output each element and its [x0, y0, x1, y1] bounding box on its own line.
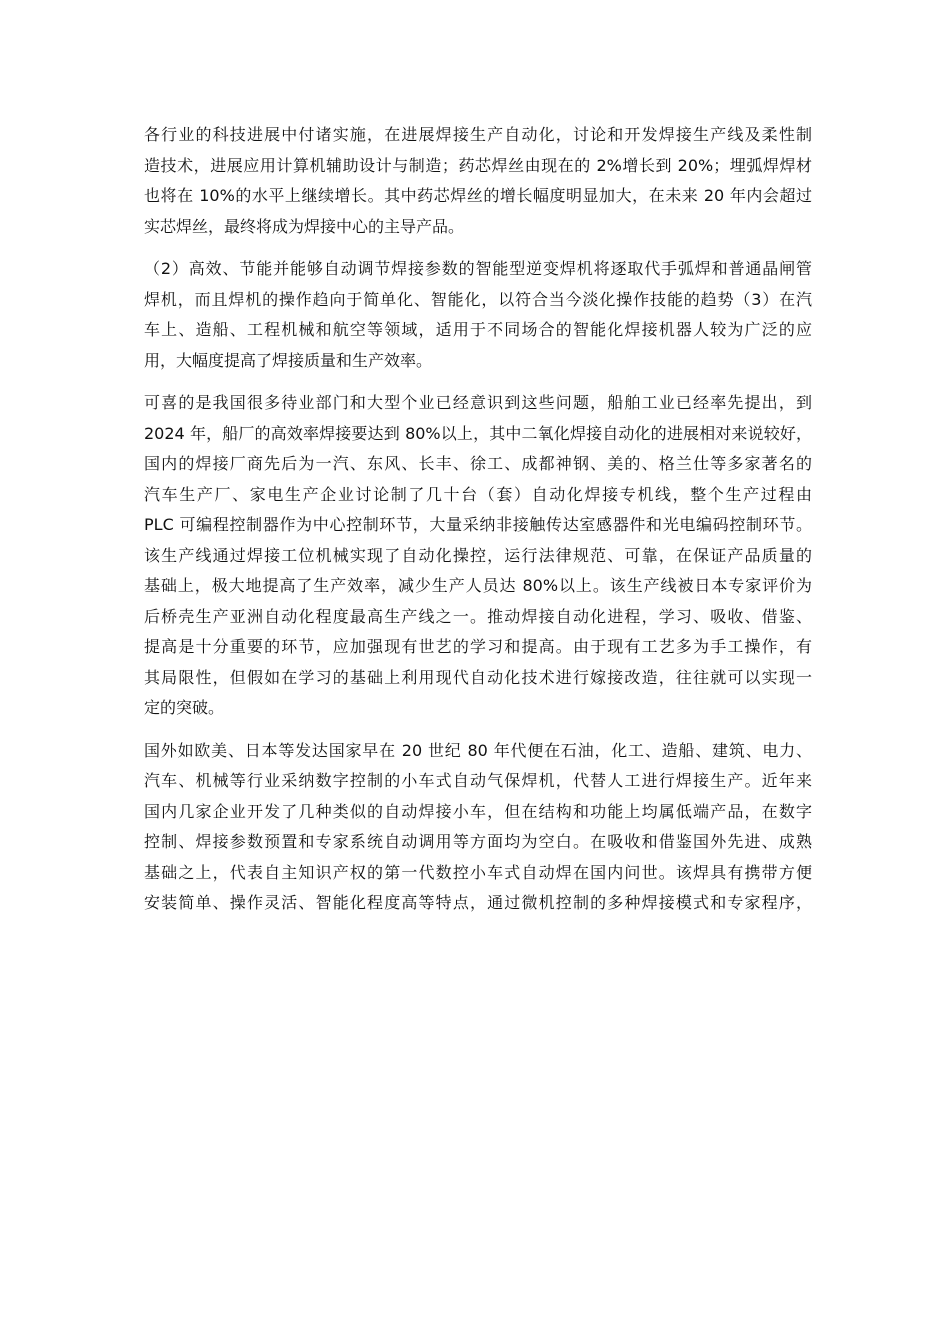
text-line: 控制、焊接参数预置和专家系统自动调用等方面均为空白。在吸收和借鉴国外先进、成熟	[144, 832, 812, 851]
text-line: 实芯焊丝，最终将成为焊接中心的主导产品。	[144, 216, 465, 236]
text-line: 提高是十分重要的环节，应加强现有世艺的学习和提高。由于现有工艺多为手工操作，有	[144, 637, 812, 656]
document-body	[144, 120, 812, 931]
text-line: 可喜的是我国很多待业部门和大型个业已经意识到这些问题，船舶工业已经率先提出，到	[144, 393, 812, 412]
text-line: 汽车、机械等行业采纳数字控制的小车式自动气保焊机，代替人工进行焊接生产。近年来	[144, 771, 812, 790]
text-line: 基础之上，代表自主知识产权的第一代数控小车式自动焊在国内问世。该焊具有携带方便	[144, 862, 812, 882]
text-line: 焊机，而且焊机的操作趋向于简单化、智能化，以符合当今淡化操作技能的趋势（3）在汽	[144, 289, 812, 309]
text-line: 国内的焊接厂商先后为一汽、东风、长丰、徐工、成都神钢、美的、格兰仕等多家著名的	[144, 454, 812, 473]
text-line: 也将在 10%的水平上继续增长。其中药芯焊丝的增长幅度明显加大，在未来 20 年内会超过	[144, 186, 812, 205]
paragraph-1	[144, 120, 812, 242]
text-line: 安装简单、操作灵活、智能化程度高等特点，通过微机控制的多种焊接模式和专家程序，	[144, 893, 812, 912]
text-line: 该生产线通过焊接工位机械实现了自动化操控，运行法律规范、可靠，在保证产品质量的	[144, 545, 812, 565]
text-line: 国外如欧美、日本等发达国家早在 20 世纪 80 年代便在石油，化工、造船、建筑、电力、	[144, 740, 812, 760]
paragraph-4	[144, 736, 812, 919]
text-line: PLC 可编程控制器作为中心控制环节，大量采纳非接触传达室感器件和光电编码控制环节。	[144, 515, 812, 534]
text-line: 后桥壳生产亚洲自动化程度最高生产线之一。推动焊接自动化进程，学习、吸收、借鉴、	[144, 606, 812, 626]
paragraph-2	[144, 254, 812, 376]
paragraph-3	[144, 388, 812, 724]
text-line: 汽车生产厂、家电生产企业讨论制了几十台（套）自动化焊接专机线，整个生产过程由	[144, 484, 812, 504]
text-line: 各行业的科技进展中付诸实施，在进展焊接生产自动化，讨论和开发焊接生产线及柔性制	[144, 125, 812, 144]
text-line: 造技术，进展应用计算机辅助设计与制造；药芯焊丝由现在的 2%增长到 20%；埋弧焊焊材	[144, 155, 812, 175]
text-line: （2）高效、节能并能够自动调节焊接参数的智能型逆变焊机将逐取代手弧焊和普通晶闸管	[144, 259, 812, 278]
text-line: 基础上，极大地提高了生产效率，减少生产人员达 80%以上。该生产线被日本专家评价为	[144, 576, 812, 595]
text-line: 其局限性，但假如在学习的基础上利用现代自动化技术进行嫁接改造，往往就可以实现一	[144, 667, 812, 687]
text-line: 车上、造船、工程机械和航空等领域，适用于不同场合的智能化焊接机器人较为广泛的应	[144, 320, 812, 339]
text-line: 国内几家企业开发了几种类似的自动焊接小车，但在结构和功能上均属低端产品，在数字	[144, 801, 812, 821]
text-line: 2024 年，船厂的高效率焊接要达到 80%以上，其中二氧化焊接自动化的进展相对来说较好，	[144, 423, 812, 443]
text-line: 用，大幅度提高了焊接质量和生产效率。	[144, 350, 433, 370]
text-line: 定的突破。	[144, 698, 225, 717]
